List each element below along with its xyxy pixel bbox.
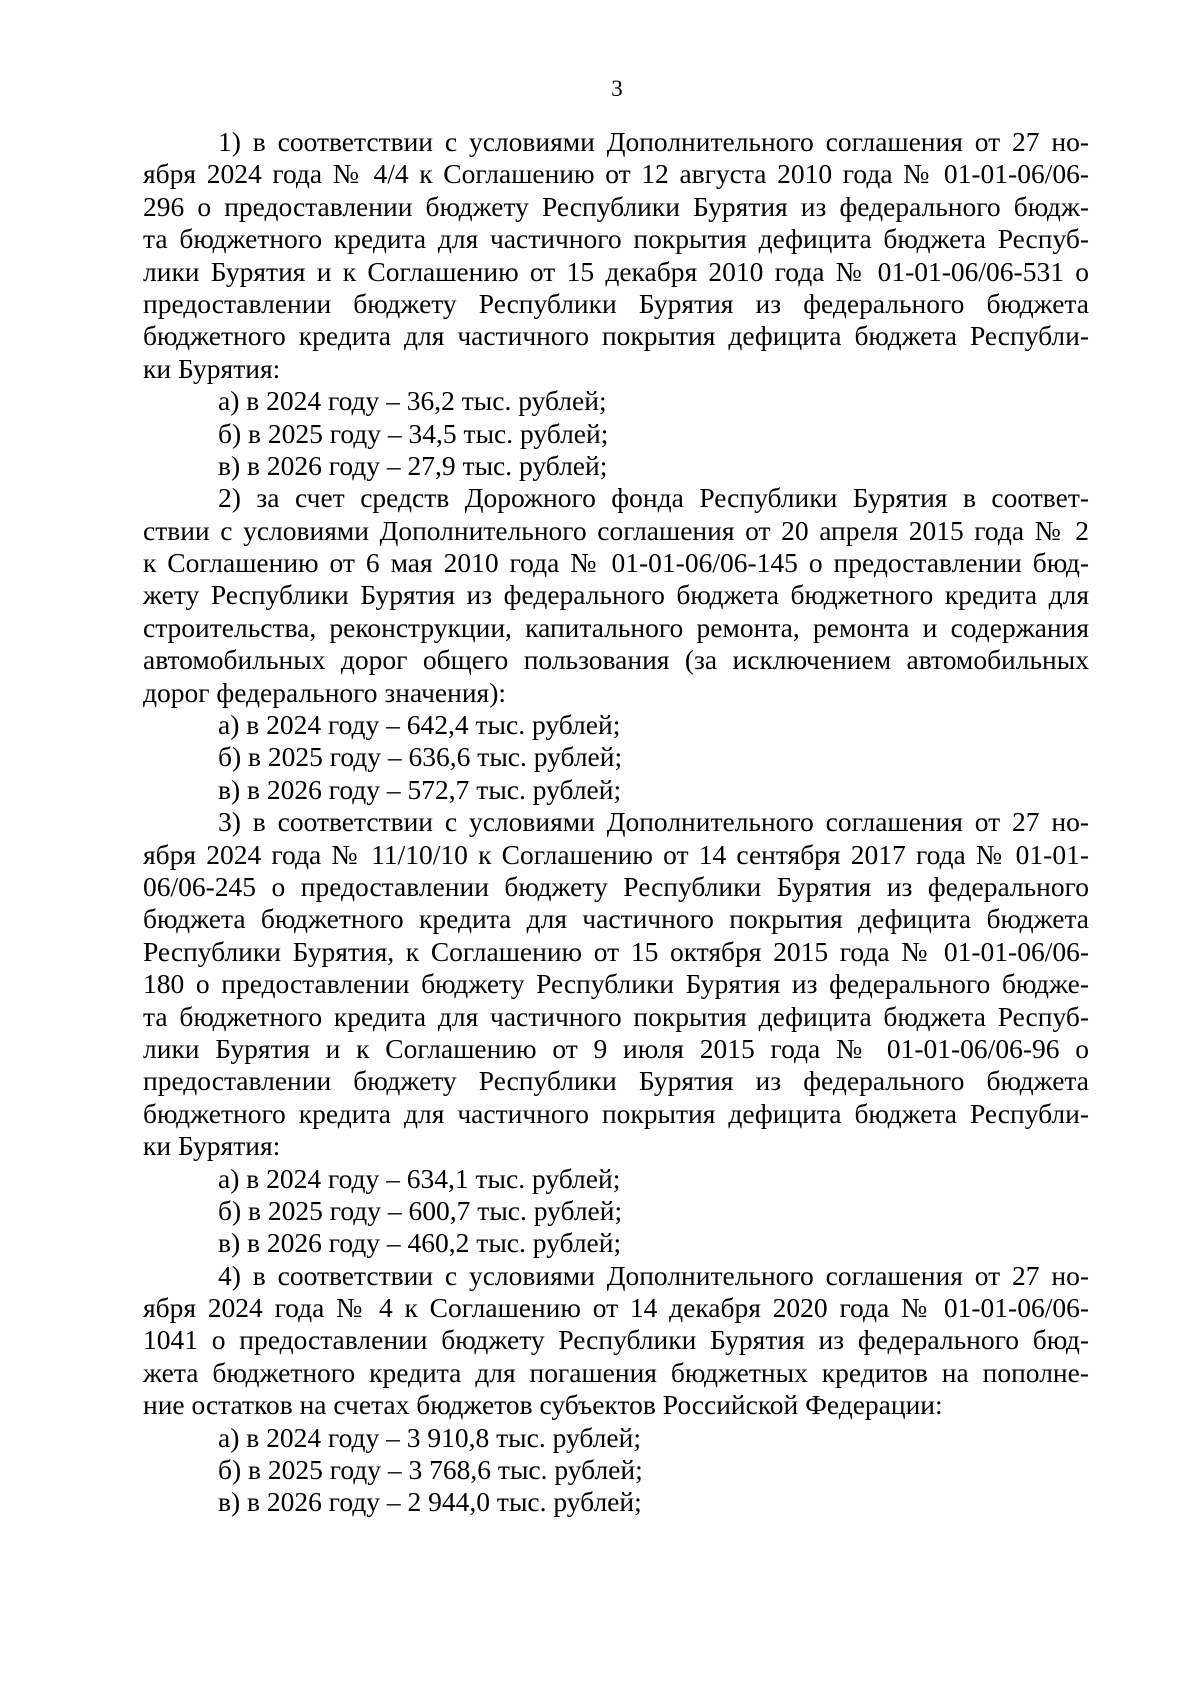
- text-line: бюджетного кредита для частичного покрытия дефицита бюджета Республи-: [143, 1097, 1089, 1129]
- text-line: ября 2024 года № 11/10/10 к Соглашению от 14 сентября 2017 года № 01-01-: [143, 838, 1089, 870]
- text-line: ствии с условиями Дополнительного соглашения от 20 апреля 2015 года № 2: [143, 514, 1089, 546]
- text-line: автомобильных дорог общего пользования (за исключением автомобильных: [143, 644, 1089, 676]
- text-line: 180 о предоставлении бюджету Республики Бурятия из федерального бюдже-: [143, 968, 1089, 1000]
- text-line: бюджета бюджетного кредита для частичного покрытия дефицита бюджета: [143, 903, 1089, 935]
- text-line: б) в 2025 году – 636,6 тыс. рублей;: [218, 741, 623, 773]
- text-line: дорог федерального значения):: [143, 676, 507, 708]
- text-line: а) в 2024 году – 36,2 тыс. рублей;: [218, 385, 607, 417]
- text-line: та бюджетного кредита для частичного покрытия дефицита бюджета Респуб-: [143, 223, 1089, 255]
- text-line: лики Бурятия и к Соглашению от 15 декабря 2010 года № 01-01-06/06-531 о: [143, 255, 1089, 287]
- text-line: б) в 2025 году – 3 768,6 тыс. рублей;: [218, 1454, 643, 1486]
- text-line: лики Бурятия и к Соглашению от 9 июля 2015 года № 01-01-06/06-96 о: [143, 1032, 1089, 1064]
- text-line: ние остатков на счетах бюджетов субъектов Российской Федерации:: [143, 1389, 943, 1421]
- text-line: ября 2024 года № 4/4 к Соглашению от 12 августа 2010 года № 01-01-06/06-: [143, 158, 1089, 190]
- text-line: а) в 2024 году – 634,1 тыс. рублей;: [218, 1162, 621, 1194]
- text-line: 1) в соответствии с условиями Дополнительного соглашения от 27 но-: [218, 126, 1089, 157]
- text-line: ки Бурятия:: [143, 352, 281, 384]
- text-line: предоставлении бюджету Республики Бурятия из федерального бюджета: [143, 1065, 1089, 1097]
- text-line: ября 2024 года № 4 к Соглашению от 14 декабря 2020 года № 01-01-06/06-: [143, 1292, 1089, 1324]
- text-line: 4) в соответствии с условиями Дополнительного соглашения от 27 но-: [218, 1259, 1089, 1291]
- text-line: в) в 2026 году – 572,7 тыс. рублей;: [218, 773, 622, 805]
- text-line: а) в 2024 году – 3 910,8 тыс. рублей;: [218, 1421, 641, 1453]
- text-line: в) в 2026 году – 27,9 тыс. рублей;: [218, 449, 608, 481]
- text-line: строительства, реконструкции, капитального ремонта, ремонта и содержания: [143, 611, 1089, 643]
- text-line: в) в 2026 году – 2 944,0 тыс. рублей;: [218, 1486, 642, 1518]
- text-line: в) в 2026 году – 460,2 тыс. рублей;: [218, 1227, 622, 1259]
- text-line: предоставлении бюджету Республики Бурятия из федерального бюджета: [143, 287, 1089, 319]
- text-line: бюджетного кредита для частичного покрытия дефицита бюджета Республи-: [143, 320, 1089, 352]
- text-line: б) в 2025 году – 600,7 тыс. рублей;: [218, 1194, 623, 1226]
- text-line: 06/06-245 о предоставлении бюджету Республики Бурятия из федерального: [143, 870, 1089, 902]
- text-line: Республики Бурятия, к Соглашению от 15 октября 2015 года № 01-01-06/06-: [143, 935, 1089, 967]
- text-line: 1041 о предоставлении бюджету Республики Бурятия из федерального бюд-: [143, 1324, 1089, 1356]
- document-body: [143, 126, 1089, 1519]
- text-line: жета бюджетного кредита для погашения бюджетных кредитов на пополне-: [143, 1356, 1089, 1388]
- text-line: жету Республики Бурятия из федерального бюджета бюджетного кредита для: [143, 579, 1089, 611]
- text-line: ки Бурятия:: [143, 1130, 281, 1162]
- text-line: 3) в соответствии с условиями Дополнительного соглашения от 27 но-: [218, 806, 1089, 838]
- text-line: 296 о предоставлении бюджету Республики Бурятия из федерального бюдж-: [143, 190, 1089, 222]
- text-line: та бюджетного кредита для частичного покрытия дефицита бюджета Респуб-: [143, 1000, 1089, 1032]
- text-line: б) в 2025 году – 34,5 тыс. рублей;: [218, 417, 609, 449]
- page-number: 3: [611, 76, 623, 101]
- text-line: к Соглашению от 6 мая 2010 года № 01-01-06/06-145 о предоставлении бюд-: [143, 547, 1089, 579]
- text-line: 2) за счет средств Дорожного фонда Республики Бурятия в соответ-: [218, 482, 1089, 514]
- text-line: а) в 2024 году – 642,4 тыс. рублей;: [218, 709, 621, 741]
